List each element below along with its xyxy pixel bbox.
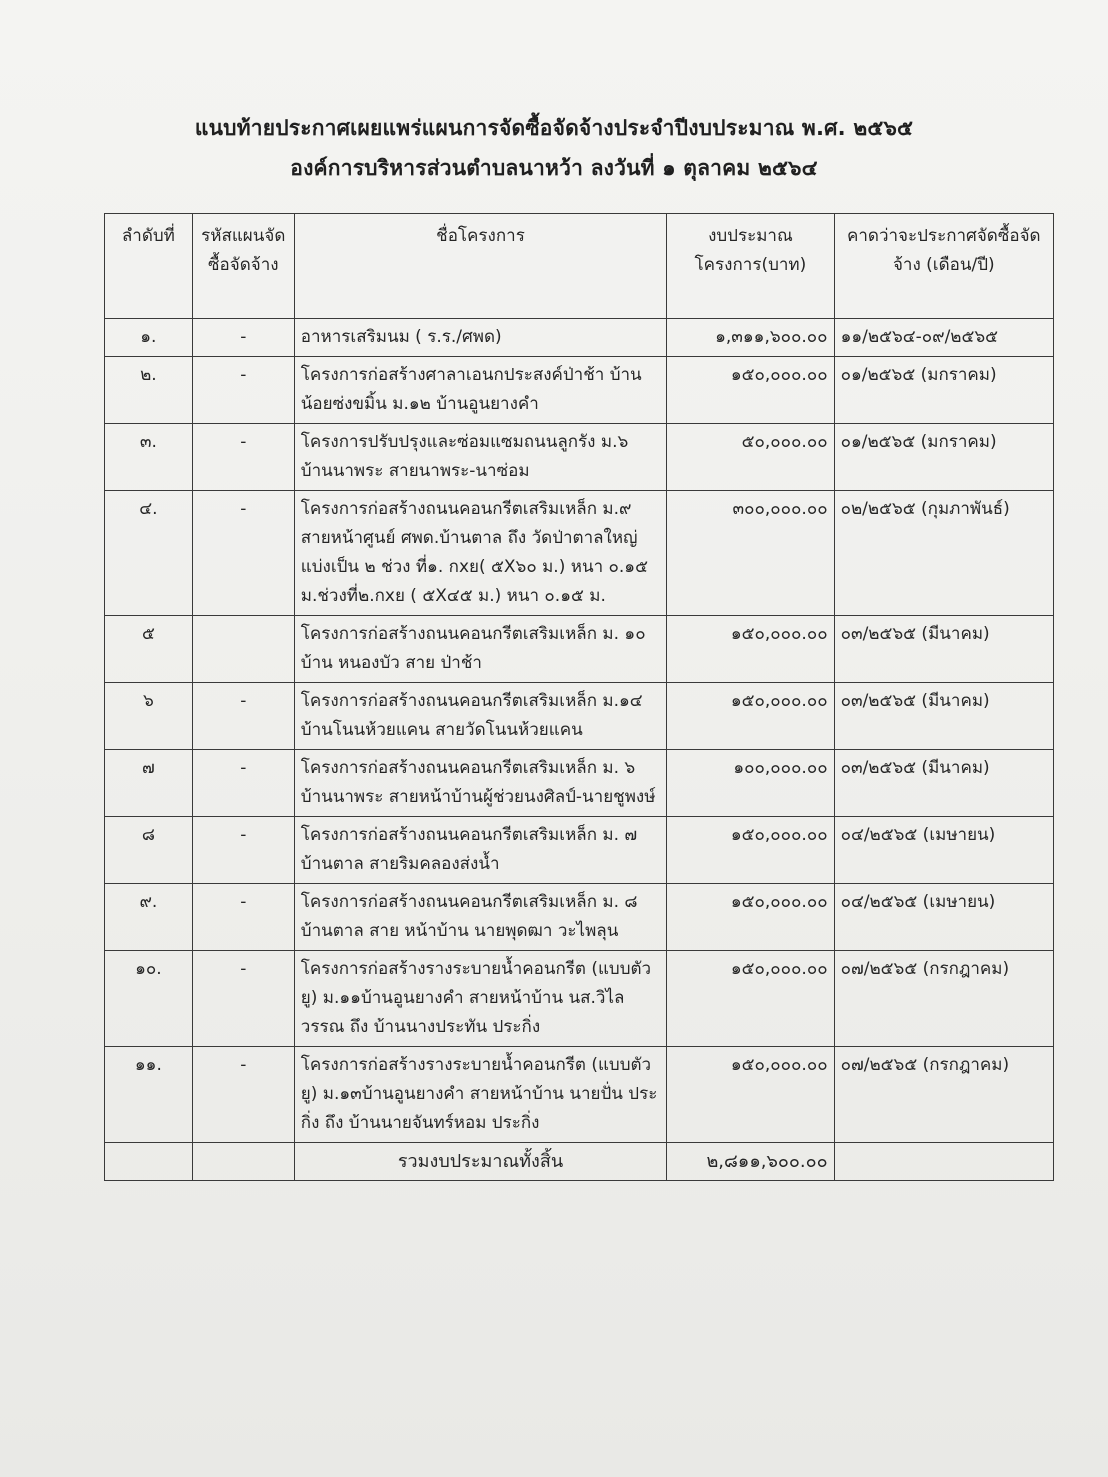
row-budget: ๑๕๐,๐๐๐.๐๐ (667, 616, 834, 683)
header-expected-month: คาดว่าจะประกาศจัดซื้อจัดจ้าง (เดือน/ปี) (834, 214, 1053, 319)
header-project-name: ชื่อโครงการ (294, 214, 666, 319)
row-plan-code: - (192, 491, 294, 616)
table-row (105, 683, 1054, 750)
row-expected-month: ๐๒/๒๕๖๕ (กุมภาพันธ์) (834, 491, 1053, 616)
table-body (105, 319, 1054, 1143)
row-sequence: ๒. (105, 357, 193, 424)
row-expected-month: ๐๓/๒๕๖๕ (มีนาคม) (834, 683, 1053, 750)
row-sequence: ๖ (105, 683, 193, 750)
row-budget: ๑๕๐,๐๐๐.๐๐ (667, 357, 834, 424)
row-budget: ๑๕๐,๐๐๐.๐๐ (667, 1047, 834, 1143)
row-budget: ๑๕๐,๐๐๐.๐๐ (667, 683, 834, 750)
row-plan-code: - (192, 424, 294, 491)
total-row (105, 1143, 1054, 1181)
table-header-row (105, 214, 1054, 319)
row-project-name: โครงการก่อสร้างศาลาเอนกประสงค์ป่าช้า บ้านน้อยซ่งขมิ้น ม.๑๒ บ้านอูนยางคำ (294, 357, 666, 424)
row-plan-code: - (192, 884, 294, 951)
row-budget: ๑๕๐,๐๐๐.๐๐ (667, 884, 834, 951)
table-row (105, 319, 1054, 357)
row-plan-code (192, 616, 294, 683)
row-sequence: ๓. (105, 424, 193, 491)
row-budget: ๑๕๐,๐๐๐.๐๐ (667, 817, 834, 884)
total-value: ๒,๘๑๑,๖๐๐.๐๐ (667, 1143, 834, 1181)
table-row (105, 616, 1054, 683)
total-label: รวมงบประมาณทั้งสิ้น (294, 1143, 666, 1181)
row-project-name: โครงการก่อสร้างถนนคอนกรีตเสริมเหล็ก ม.๑๔ บ้านโนนห้วยแคน สายวัดโนนห้วยแคน (294, 683, 666, 750)
procurement-plan-table (104, 213, 1054, 1181)
row-plan-code: - (192, 817, 294, 884)
row-sequence: ๑๐. (105, 951, 193, 1047)
row-project-name: โครงการก่อสร้างถนนคอนกรีตเสริมเหล็ก ม. ๗ บ้านตาล สายริมคลองส่งน้ำ (294, 817, 666, 884)
row-sequence: ๔. (105, 491, 193, 616)
row-expected-month: ๐๔/๒๕๖๕ (เมษายน) (834, 817, 1053, 884)
row-project-name: โครงการก่อสร้างรางระบายน้ำคอนกรีต (แบบตัว ยู) ม.๑๓บ้านอูนยางคำ สายหน้าบ้าน นายปั่น ประกิ่ง ถึง บ้านนายจันทร์หอม ประกิ่ง (294, 1047, 666, 1143)
row-sequence: ๑. (105, 319, 193, 357)
row-plan-code: - (192, 357, 294, 424)
row-project-name: โครงการก่อสร้างรางระบายน้ำคอนกรีต (แบบตัว ยู) ม.๑๑บ้านอูนยางคำ สายหน้าบ้าน นส.วิไลวรรณ ถึง บ้านนางประทัน ประกิ่ง (294, 951, 666, 1047)
header-sequence: ลำดับที่ (105, 214, 193, 319)
row-plan-code: - (192, 750, 294, 817)
table-row (105, 951, 1054, 1047)
table-row (105, 817, 1054, 884)
table-row (105, 357, 1054, 424)
row-project-name: โครงการก่อสร้างถนนคอนกรีตเสริมเหล็ก ม. ๑๐ บ้าน หนองบัว สาย ป่าช้า (294, 616, 666, 683)
row-budget: ๑๕๐,๐๐๐.๐๐ (667, 951, 834, 1047)
row-sequence: ๘ (105, 817, 193, 884)
row-project-name: อาหารเสริมนม ( ร.ร./ศพด) (294, 319, 666, 357)
row-expected-month: ๑๑/๒๕๖๔-๐๙/๒๕๖๕ (834, 319, 1053, 357)
row-budget: ๑๐๐,๐๐๐.๐๐ (667, 750, 834, 817)
table-row (105, 491, 1054, 616)
table-row (105, 1047, 1054, 1143)
document-title-line-1: แนบท้ายประกาศเผยแพร่แผนการจัดซื้อจัดจ้างประจำปีงบประมาณ พ.ศ. ๒๕๖๕ (194, 116, 914, 140)
table-row (105, 424, 1054, 491)
row-expected-month: ๐๗/๒๕๖๕ (กรกฎาคม) (834, 951, 1053, 1047)
row-budget: ๑,๓๑๑,๖๐๐.๐๐ (667, 319, 834, 357)
row-plan-code: - (192, 1047, 294, 1143)
row-sequence: ๙. (105, 884, 193, 951)
row-sequence: ๕ (105, 616, 193, 683)
document-title-line-2: องค์การบริหารส่วนตำบลนาหว้า ลงวันที่ ๑ ตุลาคม ๒๕๖๔ (290, 156, 818, 180)
header-plan-code: รหัสแผนจัดซื้อจัดจ้าง (192, 214, 294, 319)
header-budget: งบประมาณโครงการ(บาท) (667, 214, 834, 319)
row-project-name: โครงการก่อสร้างถนนคอนกรีตเสริมเหล็ก ม.๙ สายหน้าศูนย์ ศพด.บ้านตาล ถึง วัดป่าตาลใหญ่ แบ่งเป็น ๒ ช่วง ที่๑. กxย( ๕X๖๐ ม.) หนา ๐.๑๕ ม.ช่วงที่๒.กxย ( ๕X๔๕ ม.) หนา ๐.๑๕ ม. (294, 491, 666, 616)
row-plan-code: - (192, 683, 294, 750)
table-row (105, 884, 1054, 951)
row-expected-month: ๐๗/๒๕๖๕ (กรกฎาคม) (834, 1047, 1053, 1143)
row-project-name: โครงการก่อสร้างถนนคอนกรีตเสริมเหล็ก ม. ๖ บ้านนาพระ สายหน้าบ้านผู้ช่วยนงศิลป์-นายชูพงษ์ (294, 750, 666, 817)
row-expected-month: ๐๑/๒๕๖๕ (มกราคม) (834, 357, 1053, 424)
row-plan-code: - (192, 951, 294, 1047)
row-expected-month: ๐๓/๒๕๖๕ (มีนาคม) (834, 750, 1053, 817)
row-expected-month: ๐๔/๒๕๖๕ (เมษายน) (834, 884, 1053, 951)
row-plan-code: - (192, 319, 294, 357)
row-budget: ๓๐๐,๐๐๐.๐๐ (667, 491, 834, 616)
table-row (105, 750, 1054, 817)
row-budget: ๕๐,๐๐๐.๐๐ (667, 424, 834, 491)
row-expected-month: ๐๓/๒๕๖๕ (มีนาคม) (834, 616, 1053, 683)
row-expected-month: ๐๑/๒๕๖๕ (มกราคม) (834, 424, 1053, 491)
total-empty-cell (105, 1143, 193, 1181)
row-project-name: โครงการก่อสร้างถนนคอนกรีตเสริมเหล็ก ม. ๘ บ้านตาล สาย หน้าบ้าน นายพุดฒา วะไพลุน (294, 884, 666, 951)
row-sequence: ๑๑. (105, 1047, 193, 1143)
total-empty-cell (834, 1143, 1053, 1181)
total-empty-cell (192, 1143, 294, 1181)
row-project-name: โครงการปรับปรุงและซ่อมแซมถนนลูกรัง ม.๖ บ้านนาพระ สายนาพระ-นาซ่อม (294, 424, 666, 491)
row-sequence: ๗ (105, 750, 193, 817)
